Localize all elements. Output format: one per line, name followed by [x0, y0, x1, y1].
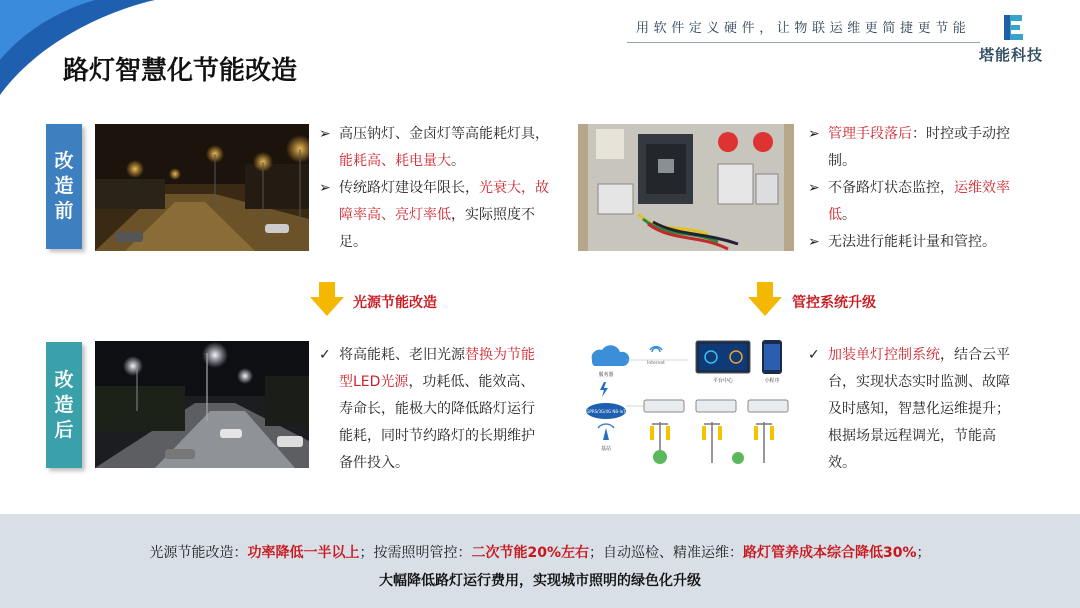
base-label: 基站	[600, 446, 612, 452]
list-item: ➢ 传统路灯建设年限长，光衰大，故障率高、亮灯率低，实际照度不足。	[319, 175, 549, 256]
list-item: ➢ 管理手段落后：时控或手动控制。	[808, 121, 1023, 175]
tab-char: 造	[54, 175, 74, 197]
before-right-bullets	[808, 121, 1023, 256]
after-right-bullets	[808, 342, 1023, 477]
list-item: ➢ 高压钠灯、金卤灯等高能耗灯具，能耗高、耗电量大。	[319, 121, 549, 175]
down-arrow-icon	[748, 282, 782, 316]
company-logo-icon	[998, 11, 1028, 43]
photo-street-before	[95, 124, 309, 251]
stage-label-control-system: 管控系统升级	[792, 295, 876, 311]
after-left-bullets	[319, 342, 541, 477]
summary-footer	[0, 514, 1080, 608]
tab-char: 造	[54, 393, 74, 416]
diagram-control-system	[578, 338, 798, 470]
before-left-bullets	[319, 121, 549, 256]
tab-before-renovation	[46, 124, 82, 249]
tab-char: 改	[54, 150, 74, 172]
page-title: 路灯智慧化节能改造	[63, 56, 298, 86]
phone-label: 小程序	[764, 378, 780, 384]
checkmark-icon: ✓	[808, 347, 820, 363]
internet-label: Internet	[647, 361, 665, 366]
cloud-label: 服务器	[598, 372, 614, 378]
header-slogan: 用软件定义硬件，让物联运维更简捷更节能	[636, 21, 971, 36]
bullet-arrow-icon: ➢	[319, 180, 331, 196]
header-divider	[627, 42, 980, 43]
down-arrow-icon	[310, 282, 344, 316]
list-item: ✓ 将高能耗、老旧光源替换为节能型LED光源，功耗低、能效高、寿命长，能极大的降低路灯运行能耗，同时节约路灯的长期维护备件投入。	[319, 342, 541, 477]
photo-control-cabinet	[578, 124, 794, 251]
tab-char: 后	[54, 418, 74, 441]
company-name: 塔能科技	[979, 46, 1044, 64]
stage-label-light-source: 光源节能改造	[353, 295, 437, 311]
photo-street-after	[95, 341, 309, 468]
summary-line-2: 大幅降低路灯运行费用，实现城市照明的绿色化升级	[379, 573, 701, 589]
summary-line-1: 光源节能改造：功率降低一半以上；按需照明管控：二次节能20%左右；自动巡检、精准运维：路灯管养成本综合降低30%；	[149, 545, 931, 561]
bullet-arrow-icon: ➢	[808, 126, 820, 142]
list-item: ✓ 加装单灯控制系统，结合云平台，实现状态实时监测、故障及时感知，智慧化运维提升；根据场景远程调光，节能高效。	[808, 342, 1023, 477]
checkmark-icon: ✓	[319, 347, 331, 363]
bullet-arrow-icon: ➢	[319, 126, 331, 142]
tab-after-renovation	[46, 342, 82, 468]
bullet-arrow-icon: ➢	[808, 180, 820, 196]
list-item: ➢ 无法进行能耗计量和管控。	[808, 229, 1023, 256]
platform-label: 平台中心	[712, 378, 734, 384]
list-item: ➢ 不备路灯状态监控，运维效率低。	[808, 175, 1023, 229]
tab-char: 前	[54, 200, 74, 222]
tab-char: 改	[54, 368, 74, 391]
network-label: GPRS/3G/4G NB-IoT	[586, 409, 626, 414]
bullet-arrow-icon: ➢	[808, 234, 820, 250]
